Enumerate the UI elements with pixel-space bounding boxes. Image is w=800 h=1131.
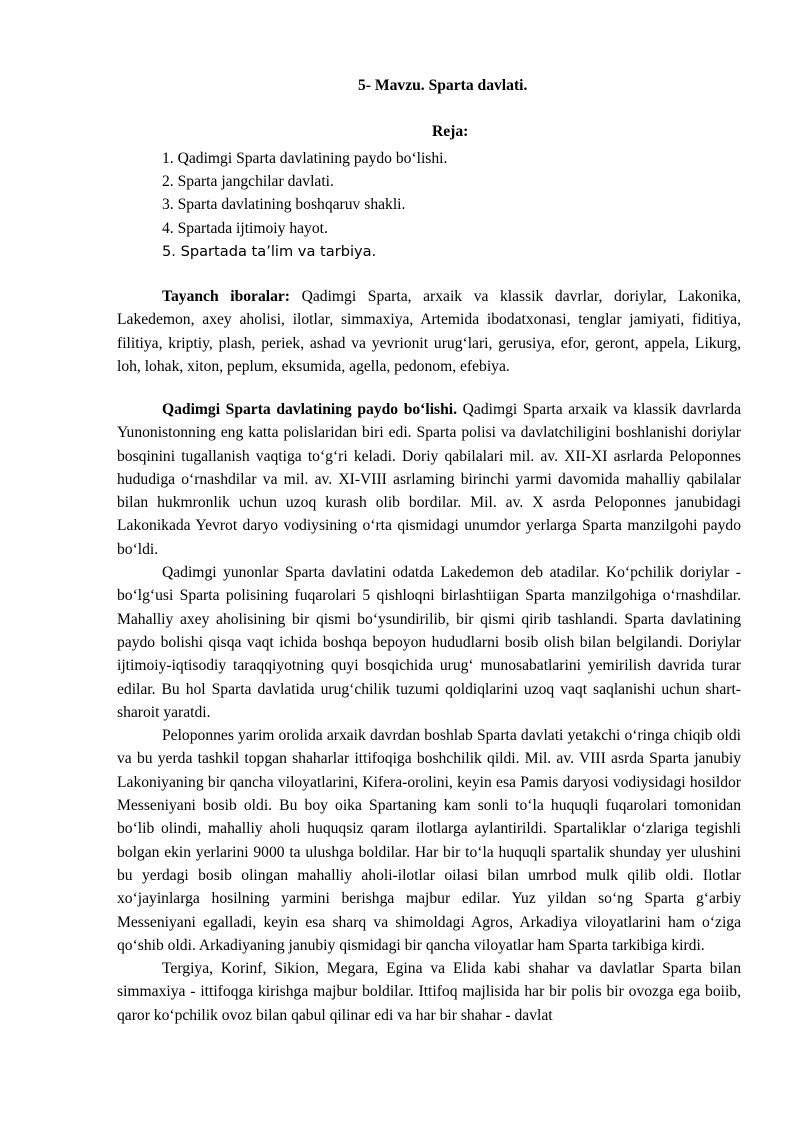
paragraph: Qadimgi yunonlar Sparta davlatini odatda Lakedemon deb atadilar. Ko‘pchilik doriylar - bo‘lg‘usi Sparta polisining fuqarolari 5 qishloqni birlashtiigan Sparta manzilgohiga o‘rnashdilar. Mahalliy axey aholisining bir qismi bo‘ysundirilib, bir qismi qirib tashlandi. Sparta davlatining paydo bolishi qisqa vaqt ichida boshqa bepoyon hududlarni bosib olish bilan belgilandi. Doriylar ijtimoiy-iqtisodiy taraqqiyotning quyi bosqichida urug‘ munosabatlarini yemirilish davrida turar edilar. Bu hol Sparta davlatida urug‘chilik tuzumi qoldiqlarini uzoq vaqt saqlanishi uchun shart-sharoit yaratdi. [117,564,741,721]
main-text [117,398,741,1027]
plan-heading: Reja: [432,123,469,140]
section-first-paragraph [117,398,741,561]
paragraph: Tergiya, Korinf, Sikion, Megara, Egina va Elida kabi shahar va davlatlar Sparta bilan simmaxiya - ittifoqga kirishga majbur boldilar. Ittifoq majlisida har bir polis bir ovozga ega boiib, qaror ko‘pchilik ovoz bilan qabul qilinar edi va har bir shahar - davlat [117,960,741,1024]
paragraph: Peloponnes yarim orolida arxaik davrdan boshlab Sparta davlati yetakchi o‘ringa chiqib oldi va bu yerda tashkil topgan shaharlar ittifoqiga boshchilik qildi. Mil. av. VIII asrda Sparta janubiy Lakoniyaning bir qancha viloyatlarini, Kifera-orolini, keyin esa Pamis daryosi vodiysidagi hosildor Messeniyani bosib oldi. Bu boy oika Spartaning kam sonli to‘la huquqli fuqarolari tomonidan bo‘lib olindi, mahalliy aholi huquqsiz qaram ilotlarga aylantirildi. Spartaliklar o‘zlariga tegishli bolgan ekin yerlarini 9000 ta ulushga boldilar. Har bir to‘la huquqli spartalik shunday yer ulushini bu yerdagi bosib olingan mahalliy aholi-ilotlar oilasi bilan umrbod mulk qilib oldi. Ilotlar xo‘jayinlarga hosilning yarmini berishga majbur edilar. Yuz yildan so‘ng Sparta g‘arbiy Messeniyani egalladi, keyin esa sharq va shimoldagi Agros, Arkadiya viloyatlarini ham o‘ziga qo‘shib oldi. Arkadiyaning janubiy qismidagi bir qancha viloyatlar ham Sparta tarkibiga kirdi. [117,727,741,954]
page-title: 5- Mavzu. Sparta davlati. [358,77,528,94]
plan-item: 4. Spartada ijtimoiy hayot. [162,219,328,237]
plan-list [162,147,447,263]
keywords-block [117,285,741,378]
plan-item: 2. Sparta jangchilar davlati. [162,173,334,191]
plan-item: 5. Spartada ta’lim va tarbiya. [162,242,377,260]
keywords-text: Qadimgi Sparta, arxaik va klassik davrlar, doriylar, Lakonika, Lakedemon, axey aholisi, ilotlar, simmaxiya, Artemida ibodatxonasi, tenglar jamiyati, fiditiya, filitiya, kriptiy, plash, periek, ashad va yevrionit urug‘lari, gerusiya, efor, geront, appela, Likurg, loh, lohak, xiton, peplum, eksumida, agella, pedonom, efebiya. [117,288,741,375]
plan-item: 3. Sparta davlatining boshqaruv shakli. [162,196,406,214]
keywords-paragraph [117,285,741,378]
section-heading: Qadimgi Sparta davlatining paydo bo‘lishi. [162,401,458,418]
paragraph-text: Qadimgi Sparta arxaik va klassik davrlarda Yunonistonning eng katta polislaridan biri edi. Sparta polisi va davlatchiligini boshlanishi doriylar bosqinini tugallanish vaqtiga to‘g‘ri keladi. Doriy qabilalari mil. av. XII-XI asrlarda Peloponnes hududiga o‘rnashdilar va mil. av. XI-VIII asrlaming birinchi yarmi davomida mahalliy qabilalar bilan hukmronlik uchun uzoq kurash olib bordilar. Mil. av. X asrda Peloponnes janubidagi Lakonikada Yevrot daryo vodiysining o‘rta qismidagi unumdor yerlarga Sparta manzilgohi paydo bo‘ldi. [117,401,741,558]
plan-item: 1. Qadimgi Sparta davlatining paydo bo‘lishi. [162,150,448,167]
keywords-label: Tayanch iboralar: [162,288,290,305]
